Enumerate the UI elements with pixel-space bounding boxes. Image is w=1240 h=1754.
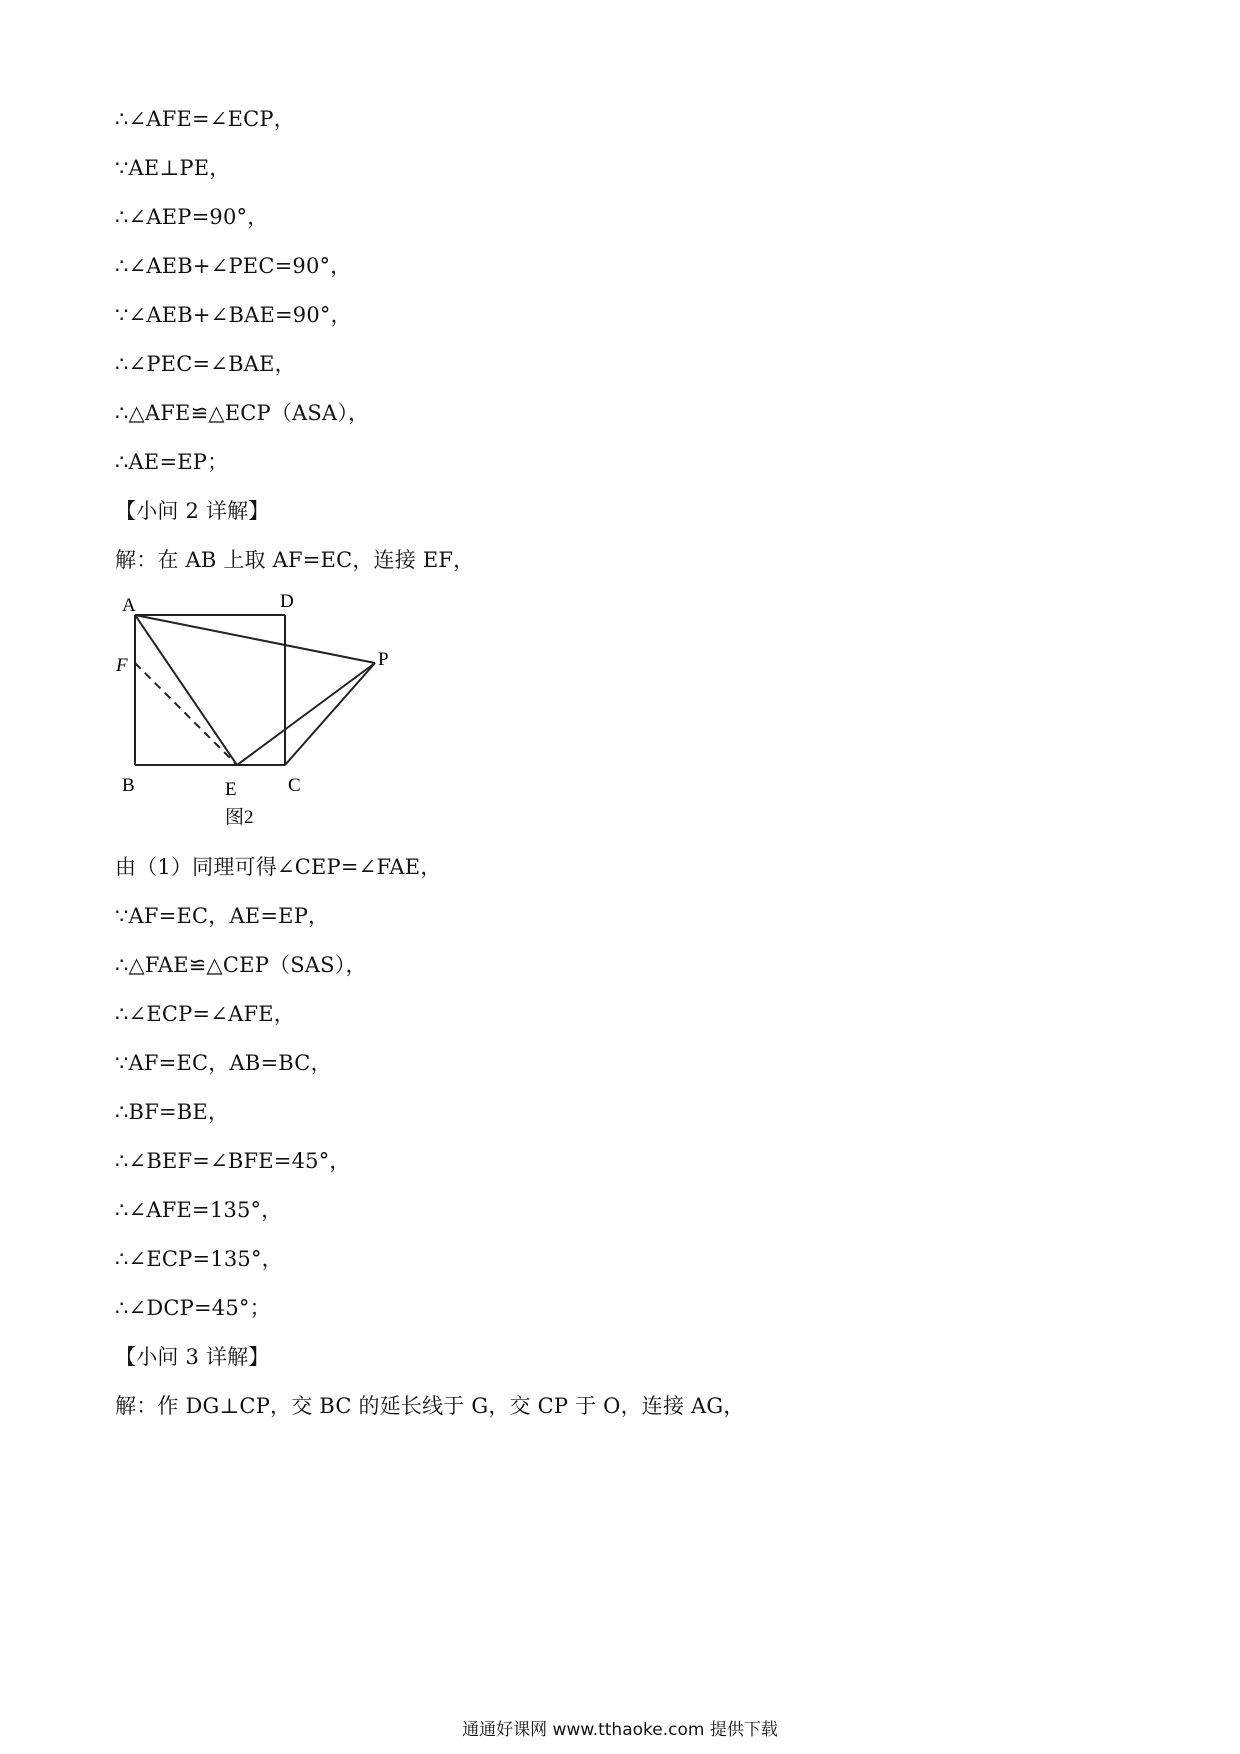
q3-heading: 【小问 3 详解】 <box>115 1345 270 1369</box>
segment-FE-dashed <box>135 663 237 765</box>
proof-line: ∴∠AEP=90°， <box>115 205 269 229</box>
label-A: A <box>122 595 136 616</box>
q3-intro: 解：作 DG⊥CP，交 BC 的延长线于 G，交 CP 于 O，连接 AG， <box>115 1394 745 1418</box>
label-P: P <box>378 649 389 670</box>
figure-caption: 图2 <box>225 807 254 825</box>
proof-line: ∴∠ECP=135°， <box>115 1247 283 1271</box>
segment-CP <box>285 663 375 765</box>
proof-line: ∴∠AEB+∠PEC=90°， <box>115 254 352 278</box>
label-F: F <box>116 655 128 676</box>
proof-line: ∴AE=EP； <box>115 450 229 474</box>
proof-line: ∴△AFE≌△ECP（ASA）， <box>115 401 370 425</box>
proof-line: ∴∠ECP=∠AFE， <box>115 1002 295 1026</box>
q2-intro: 解：在 AB 上取 AF=EC，连接 EF， <box>115 548 475 572</box>
label-C: C <box>288 775 301 796</box>
geometry-diagram <box>110 585 410 825</box>
segment-AE <box>135 615 237 765</box>
proof-line: ∴∠DCP=45°； <box>115 1296 271 1320</box>
proof-line: ∴∠AFE=∠ECP， <box>115 107 295 131</box>
segment-AP <box>135 615 375 663</box>
proof-line: 由（1）同理可得∠CEP=∠FAE， <box>115 855 442 879</box>
geometry-figure-2 <box>110 585 410 825</box>
proof-line: ∵AF=EC，AE=EP， <box>115 904 330 928</box>
proof-line: ∵AE⊥PE， <box>115 156 231 180</box>
segment-EP <box>237 663 375 765</box>
label-D: D <box>280 591 294 612</box>
proof-line: ∴∠BEF=∠BFE=45°， <box>115 1149 351 1173</box>
proof-line: ∴△FAE≌△CEP（SAS）， <box>115 953 367 977</box>
label-E: E <box>225 779 237 800</box>
q2-heading: 【小问 2 详解】 <box>115 499 270 523</box>
page-footer: 通通好课网 www.tthaoke.com 提供下载 <box>462 1720 778 1740</box>
proof-line: ∵∠AEB+∠BAE=90°， <box>115 303 352 327</box>
label-B: B <box>122 775 135 796</box>
proof-line: ∵AF=EC，AB=BC， <box>115 1051 332 1075</box>
proof-line: ∴∠AFE=135°， <box>115 1198 283 1222</box>
proof-line: ∴BF=BE， <box>115 1100 230 1124</box>
proof-line: ∴∠PEC=∠BAE， <box>115 352 296 376</box>
